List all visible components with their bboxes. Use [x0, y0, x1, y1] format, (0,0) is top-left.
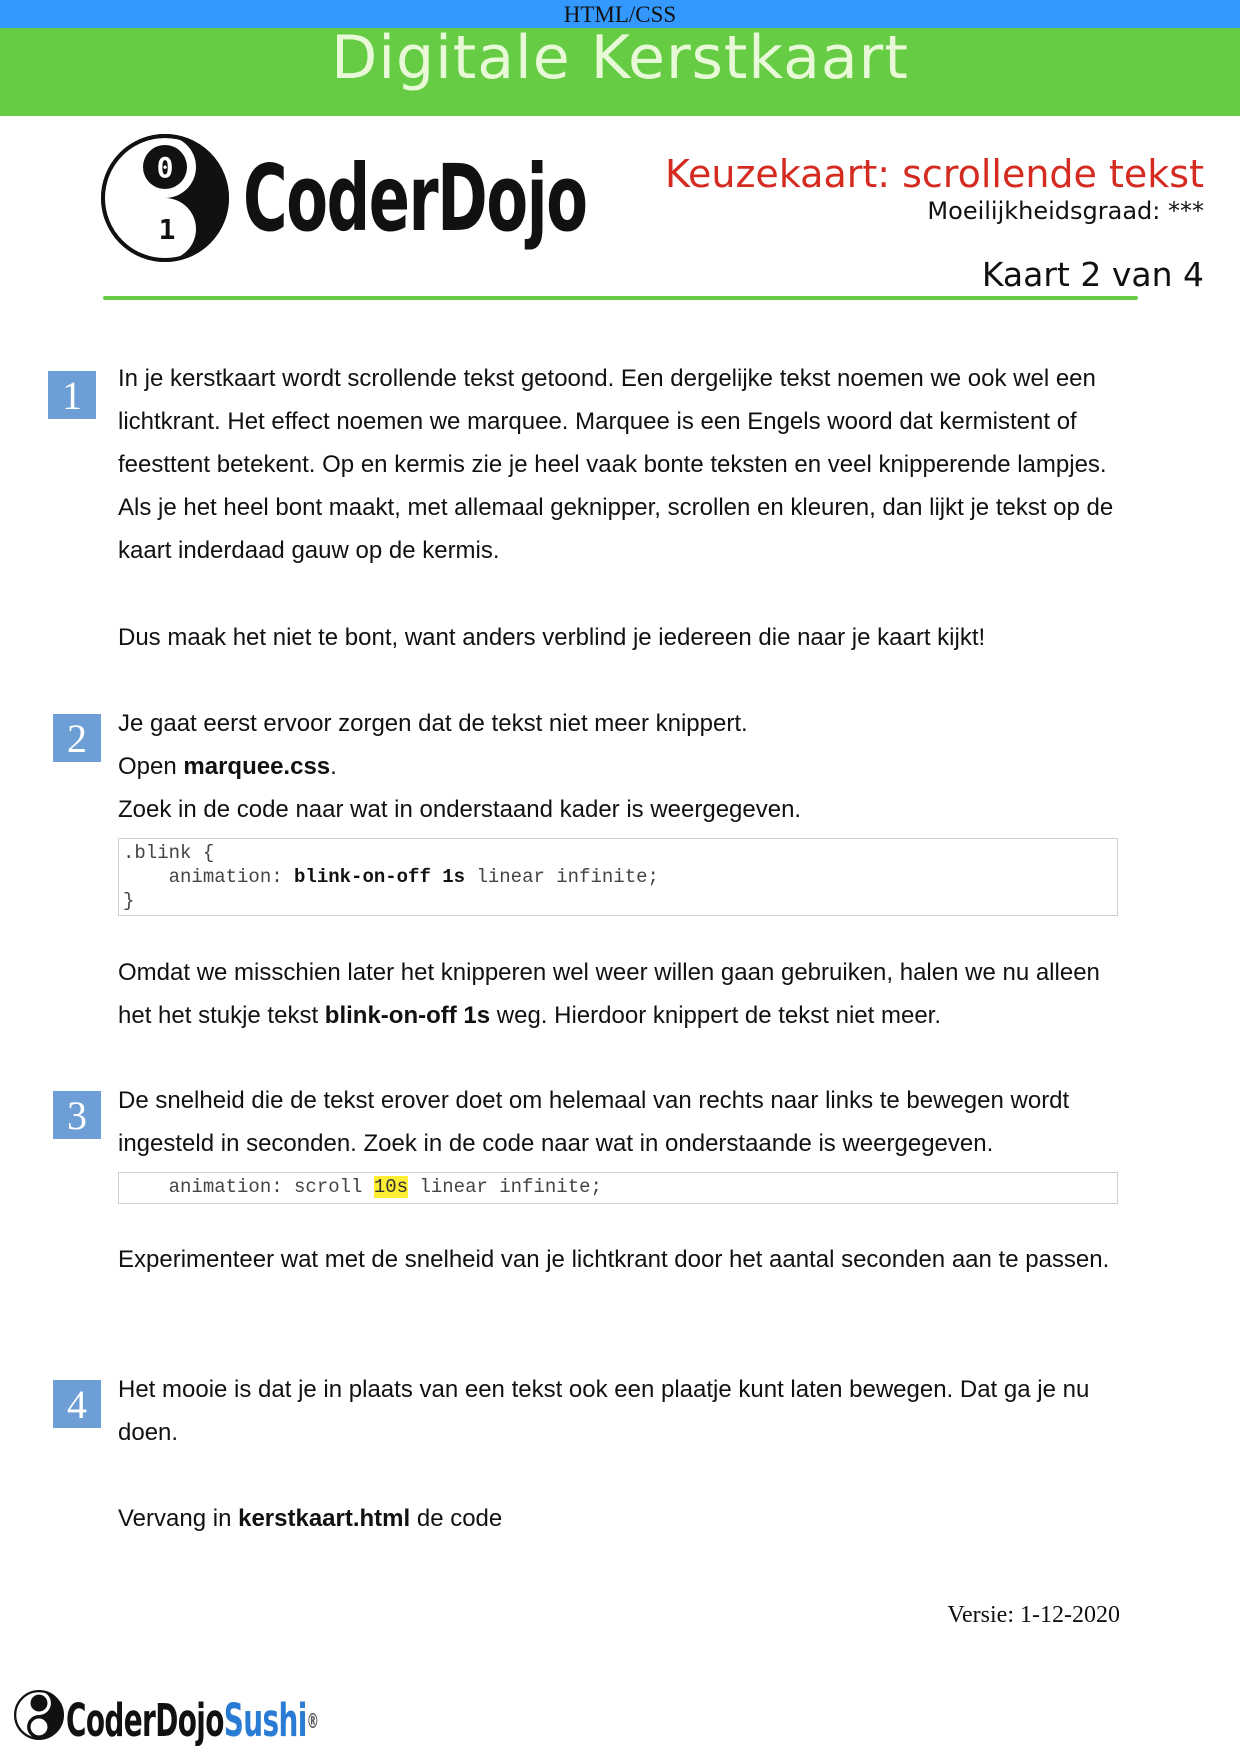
- step-4-badge: 4: [53, 1380, 101, 1428]
- highlighted-seconds: 10s: [373, 1176, 409, 1198]
- code-box-scroll: animation: scroll 10s linear infinite;: [118, 1172, 1118, 1204]
- filename-marquee-css: marquee.css: [183, 753, 331, 780]
- logo-zero-glyph: 0: [156, 151, 174, 184]
- step-2-paragraph: Omdat we misschien later het knipperen wel weer willen gaan gebruiken, halen we nu alleen het het stukje tekst blink-on-off 1s weg. Hierdoor knippert de tekst niet meer.: [118, 959, 1100, 1029]
- step-2-line-1: Je gaat eerst ervoor zorgen dat de tekst niet meer knippert.: [118, 710, 748, 737]
- step-1-warning: Dus maak het niet te bont, want anders verblind je iedereen die naar je kaart kijkt!: [118, 624, 986, 651]
- banner-title: Digitale Kerstkaart: [331, 28, 909, 93]
- step-2-badge: 2: [53, 714, 101, 762]
- step-3-paragraph: De snelheid die de tekst erover doet om helemaal van rechts naar links te bewegen wordt ingesteld in seconden. Zoek in de code naar wat in onderstaande is weergegeven.: [118, 1087, 1070, 1157]
- coderdojo-sushi-logo-icon: [14, 1690, 64, 1740]
- coderdojo-logo-text: CoderDojo: [243, 145, 587, 252]
- category-label: HTML/CSS: [563, 2, 677, 27]
- coderdojo-logo-icon: [100, 133, 230, 263]
- card-number: Kaart 2 van 4: [981, 255, 1204, 294]
- title-banner: [0, 28, 1240, 116]
- step-1-paragraph: In je kerstkaart wordt scrollende tekst getoond. Een dergelijke tekst noemen we ook wel een lichtkrant. Het effect noemen we marquee. Marquee is een Engels woord dat kermistent of feesttent betekent. Op en kermis zie je heel vaak bonte teksten en veel knipperende lampjes. Als je het heel bont maakt, met allemaal geknipper, scrollen en kleuren, dan lijkt je tekst op de kaart inderdaad gauw op de kermis.: [118, 365, 1114, 564]
- step-4-paragraph: Het mooie is dat je in plaats van een tekst ook een plaatje kunt laten bewegen. Dat ga je nu doen.: [118, 1376, 1090, 1446]
- card-title: Keuzekaart: scrollende tekst: [665, 152, 1204, 196]
- step-1-badge: 1: [48, 371, 96, 419]
- code-box-blink: .blink { animation: blink-on-off 1s linear infinite; }: [118, 838, 1118, 916]
- step-2-line-3: Zoek in de code naar wat in onderstaand kader is weergegeven.: [118, 796, 802, 823]
- step-3-badge: 3: [53, 1091, 101, 1139]
- header-divider: [103, 296, 1138, 300]
- version-label: Versie: 1-12-2020: [947, 1602, 1120, 1628]
- logo-one-glyph: 1: [158, 213, 176, 246]
- step-2-line-2: Open marquee.css.: [118, 753, 337, 780]
- filename-kerstkaart-html: kerstkaart.html: [238, 1505, 411, 1532]
- top-category-bar: [0, 0, 1240, 28]
- step-3-experiment: Experimenteer wat met de snelheid van je lichtkrant door het aantal seconden aan te passen.: [118, 1246, 1110, 1273]
- step-4-instruction: Vervang in kerstkaart.html de code: [118, 1505, 503, 1532]
- difficulty-label: Moeilijkheidsgraad: ***: [927, 197, 1204, 225]
- coderdojo-sushi-logo-text: CoderDojoSushi®: [66, 1694, 319, 1747]
